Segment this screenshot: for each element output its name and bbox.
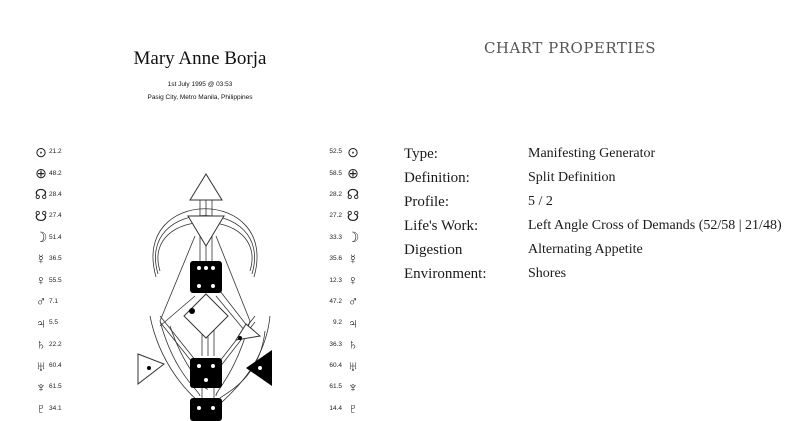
property-row (404, 190, 782, 214)
planet-gate-value: 27.4 (49, 212, 62, 220)
property-value: 5 / 2 (528, 194, 553, 209)
property-label: Type: (404, 145, 438, 162)
neptune-icon: ♆ (35, 378, 47, 395)
spleen-center (138, 354, 164, 384)
saturn-icon: ♄ (35, 336, 47, 353)
planet-gate-value: 36.5 (49, 255, 62, 263)
planet-row (34, 141, 80, 162)
mars-icon: ♂ (35, 293, 47, 310)
property-label: Profile: (404, 193, 449, 210)
chart-properties-table (404, 142, 782, 286)
jupiter-icon: ♃ (35, 314, 47, 331)
planet-gate-value: 52.5 (329, 148, 342, 156)
planet-gate-value: 22.2 (49, 340, 62, 348)
chart-birth-place: Pasig City, Metro Manila, Philippines (147, 94, 253, 101)
bodygraph-diagram (120, 136, 290, 421)
moon-icon: ☽ (34, 229, 48, 246)
head-center (190, 174, 222, 200)
planet-row (34, 291, 80, 312)
planet-gate-value: 61.5 (329, 383, 342, 391)
planet-row (34, 355, 80, 376)
planet-row (328, 162, 374, 183)
root-center (190, 398, 222, 421)
planet-row (34, 376, 80, 397)
pluto-icon: ♇ (35, 400, 47, 417)
north-node-icon: ☊ (34, 186, 48, 203)
planet-gate-value: 58.5 (329, 169, 342, 177)
pluto-icon: ♇ (347, 400, 359, 417)
planet-gate-value: 28.2 (329, 190, 342, 198)
earth-icon: ⊕ (35, 165, 47, 182)
property-value: Left Angle Cross of Demands (52/58 | 21/48) (528, 218, 782, 233)
planet-row (328, 141, 374, 162)
moon-icon: ☽ (346, 229, 360, 246)
property-row (404, 214, 782, 238)
north-node-icon: ☊ (346, 186, 360, 203)
planet-gate-value: 28.4 (49, 190, 62, 198)
planet-gate-value: 60.4 (329, 362, 342, 370)
property-label: Life's Work: (404, 217, 479, 234)
property-value: Alternating Appetite (528, 242, 643, 257)
property-row (404, 238, 782, 262)
planet-gate-value: 12.3 (329, 276, 342, 284)
planet-row (34, 162, 80, 183)
planet-gate-value: 55.5 (49, 276, 62, 284)
jupiter-icon: ♃ (347, 314, 359, 331)
saturn-icon: ♄ (347, 336, 359, 353)
planet-gate-value: 21.2 (49, 148, 62, 156)
planet-gate-value: 47.2 (329, 297, 342, 305)
planet-row (34, 248, 80, 269)
planet-gate-value: 61.5 (49, 383, 62, 391)
planet-row (328, 334, 374, 355)
planet-row (328, 269, 374, 290)
sun-icon: ⊙ (35, 143, 47, 160)
g-center (184, 294, 228, 338)
planet-gate-value: 60.4 (49, 362, 62, 370)
planet-gate-value: 34.1 (49, 404, 62, 412)
planet-row (34, 398, 80, 419)
planet-row (328, 184, 374, 205)
chart-person-name: Mary Anne Borja (133, 48, 267, 69)
property-value: Split Definition (528, 170, 616, 185)
planet-gate-value: 48.2 (49, 169, 62, 177)
planet-row (34, 227, 80, 248)
planet-row (328, 355, 374, 376)
planet-row (34, 184, 80, 205)
planet-row (328, 227, 374, 248)
property-label: Definition: (404, 169, 470, 186)
property-value: Shores (528, 266, 567, 281)
planet-row (34, 334, 80, 355)
south-node-icon: ☋ (346, 207, 360, 224)
chart-properties-heading: CHART PROPERTIES (483, 39, 657, 57)
sacral-center (190, 358, 222, 388)
planet-row (34, 312, 80, 333)
planet-row (328, 291, 374, 312)
planet-gate-value: 33.3 (329, 233, 342, 241)
chart-birth-date: 1st July 1995 @ 03:53 (167, 81, 233, 88)
property-row (404, 262, 782, 286)
mercury-icon: ☿ (347, 250, 359, 267)
planet-row (328, 398, 374, 419)
venus-icon: ♀ (35, 272, 47, 289)
uranus-icon: ♅ (347, 357, 359, 374)
planet-gate-value: 14.4 (329, 404, 342, 412)
south-node-icon: ☋ (34, 207, 48, 224)
venus-icon: ♀ (347, 272, 359, 289)
planet-row (328, 312, 374, 333)
sun-icon: ⊙ (347, 143, 359, 160)
property-row (404, 166, 782, 190)
neptune-icon: ♆ (347, 378, 359, 395)
planet-row (328, 205, 374, 226)
planet-gate-value: 9.2 (332, 319, 342, 327)
planet-gate-value: 5.5 (49, 319, 59, 327)
mars-icon: ♂ (347, 293, 359, 310)
mercury-icon: ☿ (35, 250, 47, 267)
personality-planet-column (328, 141, 374, 419)
planet-gate-value: 7.1 (49, 297, 59, 305)
property-label: Environment: (404, 265, 487, 282)
planet-gate-value: 36.3 (329, 340, 342, 348)
throat-center (190, 261, 222, 293)
property-label: Digestion (404, 241, 463, 258)
planet-row (328, 376, 374, 397)
planet-row (328, 248, 374, 269)
chart-image (20, 40, 370, 417)
planet-gate-value: 27.2 (329, 212, 342, 220)
planet-row (34, 205, 80, 226)
planet-gate-value: 51.4 (49, 233, 62, 241)
planet-gate-value: 35.6 (329, 255, 342, 263)
uranus-icon: ♅ (35, 357, 47, 374)
planet-row (34, 269, 80, 290)
design-planet-column (34, 141, 80, 419)
property-row (404, 142, 782, 166)
property-value: Manifesting Generator (528, 146, 656, 161)
earth-icon: ⊕ (347, 165, 359, 182)
